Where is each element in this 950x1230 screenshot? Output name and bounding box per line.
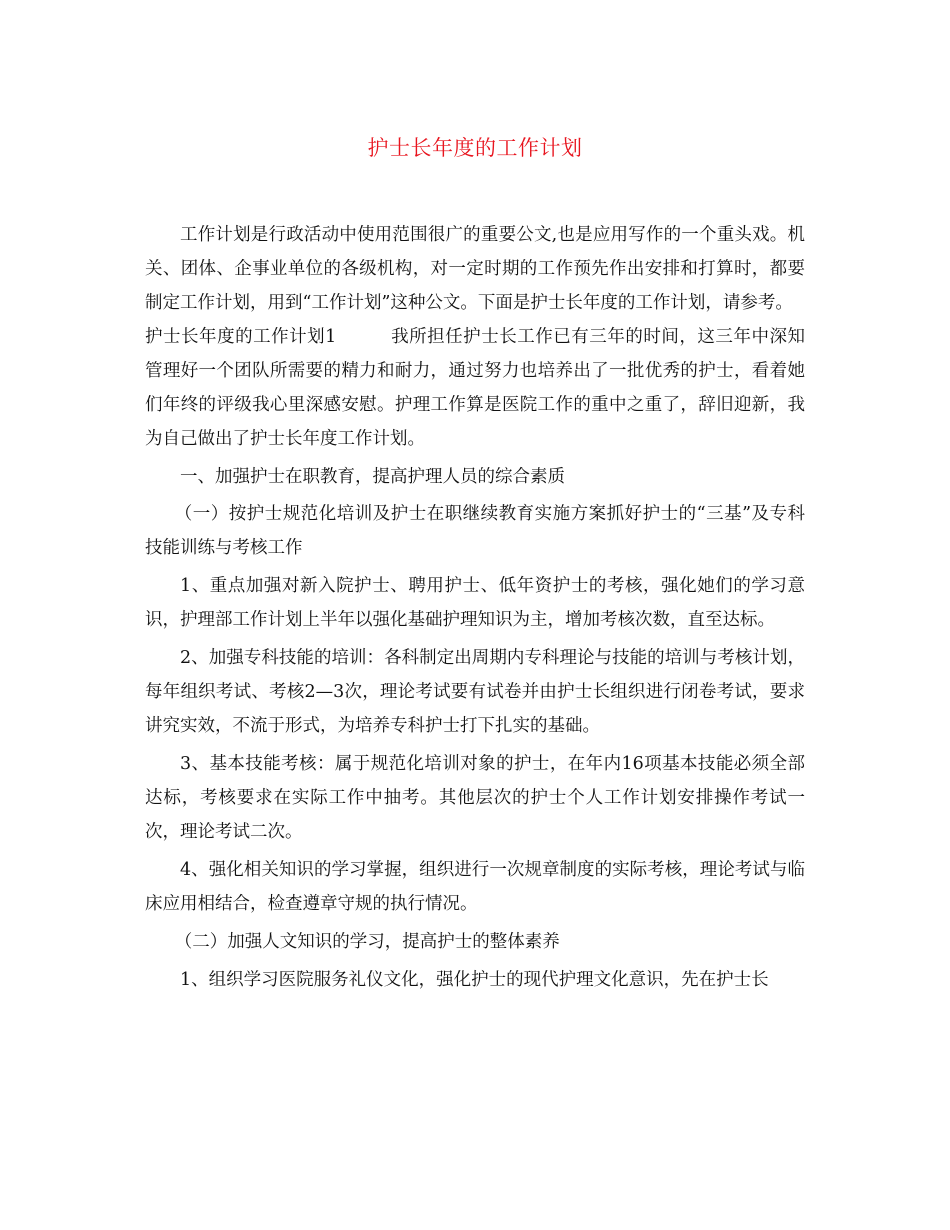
subsection-heading-2: （二）加强人文知识的学习，提高护士的整体素养: [174, 932, 560, 952]
intro-paragraph: 工作计划是行政活动中使用范围很广的重要公文,也是应用写作的一个重头戏。机关、团体、企事业单位的各级机构，对一定时期的工作预先作出安排和打算时，都要制定工作计划，用到“工作计划”这种公文。下面是护士长年度的工作计划，请参考。: [145, 225, 805, 313]
list-item-1: 1、重点加强对新入院护士、聘用护士、低年资护士的考核，强化她们的学习意识，护理部工作计划上半年以强化基础护理知识为主，增加考核次数，直至达标。: [145, 576, 805, 630]
document-title: 护士长年度的工作计划: [367, 136, 583, 160]
section-heading-1: 一、加强护士在职教育，提高护理人员的综合素质: [180, 467, 565, 487]
plan1-heading: 护士长年度的工作计划1: [145, 327, 337, 347]
list-item-3: 3、基本技能考核：属于规范化培训对象的护士，在年内16项基本技能必须全部达标，考核要求在实际工作中抽考。其他层次的护士个人工作计划安排操作考试一次，理论考试二次。: [145, 754, 805, 842]
plan1-body: 我所担任护士长工作已有三年的时间，这三年中深知管理好一个团队所需要的精力和耐力，通过努力也培养出了一批优秀的护士，看着她们年终的评级我心里深感安慰。护理工作算是医院工作的重中之重了，辞旧迎新，我为自己做出了护士长年度工作计划。: [145, 327, 806, 449]
list-item-2: 2、加强专科技能的培训：各科制定出周期内专科理论与技能的培训与考核计划，每年组织考试、考核2—3次，理论考试要有试卷并由护士长组织进行闭卷考试，要求讲究实效，不流于形式，为培养专科护士打下扎实的基础。: [145, 648, 805, 736]
plan1-paragraph: [145, 320, 805, 456]
subsection-heading-1: （一）按护士规范化培训及护士在职继续教育实施方案抓好护士的“三基”及专科技能训练与考核工作: [145, 504, 805, 558]
list-item-4: 4、强化相关知识的学习掌握，组织进行一次规章制度的实际考核，理论考试与临床应用相结合，检查遵章守规的执行情况。: [145, 860, 805, 914]
document-body: [145, 218, 805, 997]
list-item-5: 1、组织学习医院服务礼仪文化，强化护士的现代护理文化意识，先在护士长: [180, 970, 769, 990]
